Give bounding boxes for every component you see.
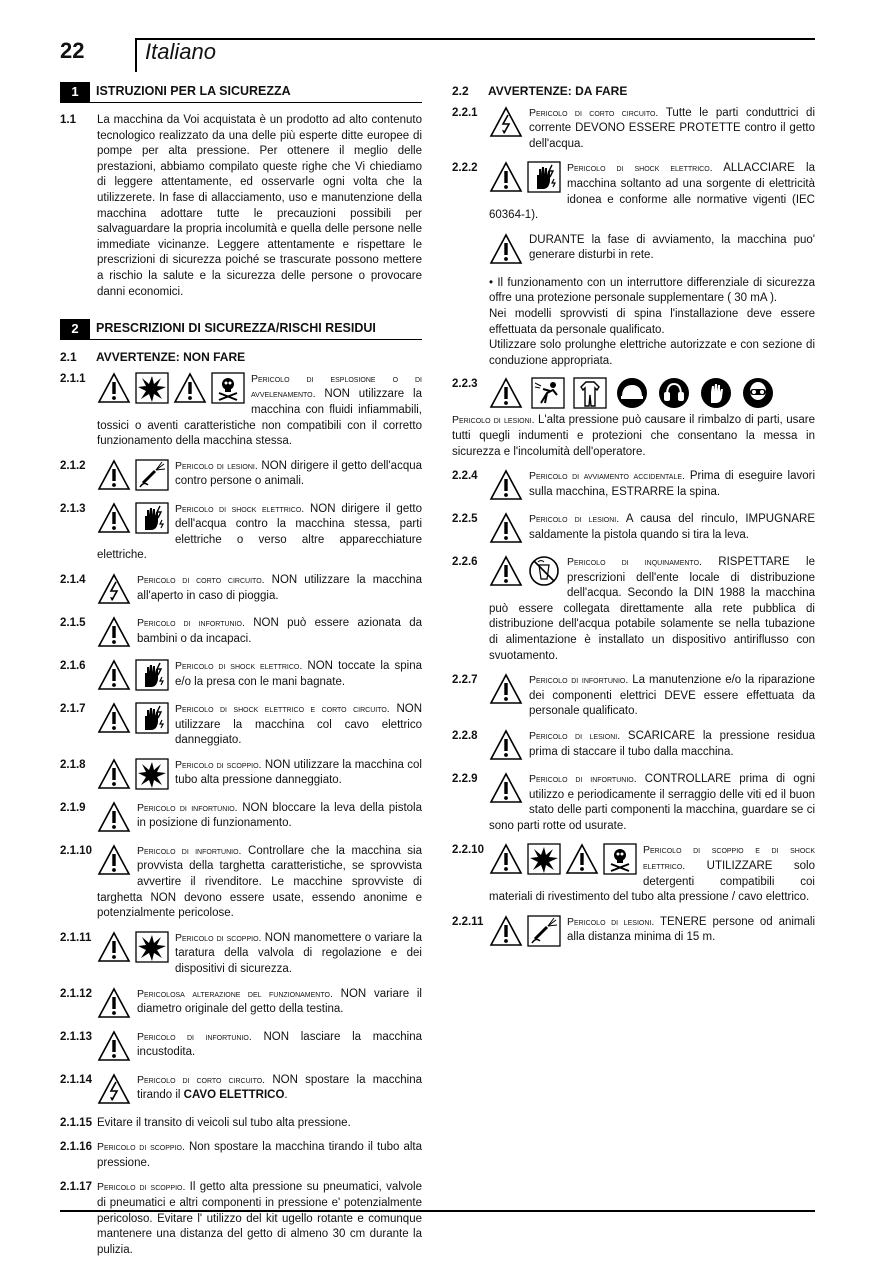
item-text: NON utilizzare la macchina col tubo alta pressione danneggiato. [175,758,422,787]
item-number: 2.2.2 [452,162,478,175]
warning-icon [97,502,131,534]
risk-label: Pericolo di lesioni. [529,730,621,743]
icon-group [97,459,169,491]
warning-icon [97,931,131,963]
item-number: 2.2.5 [452,513,478,526]
item-text: NON toccate la spina e/o la presa con le mani bagnate. [175,660,422,688]
icon-group [489,377,809,409]
icon-group [97,1073,131,1105]
icon-group [97,616,131,648]
item-text: ALLACCIARE la macchina soltanto ad una sorgente di elettricità idonea e conforme alle normative vigenti (IEC 60364-1). [489,162,815,222]
section-title: ISTRUZIONI PER LA SICUREZZA [96,84,291,99]
icon-group [97,573,131,605]
electric-shock-hand-icon [135,702,169,734]
item-2-2-4 [452,469,815,503]
item-2-2-8 [452,729,815,763]
warning-icon [489,469,523,501]
risk-label: Pericolo di lesioni. [452,414,535,427]
explosion-icon [527,843,561,875]
spray-jet-icon [135,459,169,491]
warning-icon [97,801,131,833]
icon-group [489,469,523,501]
warning-icon [565,843,599,875]
risk-label: Pericolosa alterazione del funzionamento. [137,987,333,1000]
item-2-1-5 [60,616,422,650]
item-text: NON manomettere o variare la taratura della valvola di regolazione e dei dispositivi di sicurezza. [175,931,422,975]
subsection-title: AVVERTENZE: DA FARE [488,84,628,98]
risk-label: Pericolo di lesioni. [567,915,655,928]
item-number: 2.1.14 [60,1073,92,1086]
item-2-1-13 [60,1030,422,1064]
item-2-1-6 [60,659,422,693]
item-text: NON bloccare la leva della pistola in posizione di funzionamento. [137,801,423,830]
risk-label: Pericolo di corto circuito. [137,1073,266,1086]
note-bullet: • Il funzionamento con un interruttore differenziale di sicurezza offre una protezione personale supplementare ( 30 mA ). [489,276,815,305]
item-2-2-1 [452,106,815,153]
item-2-2-3 [452,377,815,460]
warning-icon [97,372,131,404]
item-number: 2.2.10 [452,844,484,857]
item-number: 2.1.6 [60,660,86,673]
spray-jet-icon [527,915,561,947]
item-2-1-17 [60,1180,422,1258]
warning-icon [489,512,523,544]
explosion-icon [135,758,169,790]
warning-icon [489,161,523,193]
risk-label: Pericolo di shock elettrico. [175,502,305,515]
goggles-icon [741,377,775,409]
item-2-1-8 [60,758,422,792]
page-number: 22 [60,38,85,63]
warning-icon [97,987,131,1019]
item-text: La manutenzione e/o la riparazione dei componenti elettrici DEVE essere effettuata da personale qualificato. [529,674,815,718]
risk-label: Pericolo di shock elettrico. [567,162,713,175]
item-number: 2.2.1 [452,106,478,119]
item-2-1-3 [60,502,422,564]
item-2-1-16 [60,1140,422,1171]
helmet-icon [615,377,649,409]
item-number: 2.1.4 [60,574,86,587]
item-number: 2.1.10 [60,844,92,857]
item-number: 1.1 [60,114,76,126]
warning-icon [97,616,131,648]
subsection-number: 2.1 [60,350,77,365]
warning-icon [97,659,131,691]
item-2-1-14 [60,1073,422,1107]
item-number: 2.1.8 [60,758,86,771]
item-number: 2.2.11 [452,915,484,928]
item-number: 2.1.2 [60,459,86,472]
electric-shock-hand-icon [135,659,169,691]
item-text: NON spostare la macchina tirando il [137,1073,422,1102]
warning-icon [489,772,523,804]
item-text: A causa del rinculo, IMPUGNARE saldamente la pistola quando si tira la leva. [529,513,815,541]
item-2-1-4 [60,573,422,607]
warning-icon [97,844,131,876]
skull-icon [603,843,637,875]
note-text: DURANTE la fase di avviamento, la macchina puo' generare disturbi in rete. [529,233,815,262]
item-2-2-2-note [452,233,815,267]
item-2-2-7 [452,673,815,720]
risk-label: Pericolo di infortunio. [137,617,245,630]
item-number: 2.1.15 [60,1116,92,1129]
item-text: UTILIZZARE solo detergenti compatibili coi materiali di rivestimento del tubo alta pressione / cavo elettrico. [489,860,815,904]
risk-label: Pericolo di infortunio. [529,674,629,687]
item-text: NON dirigere il getto dell'acqua contro la macchina stessa, parti elettriche o verso altre apparecchiature elettriche. [97,502,422,562]
icon-group [489,772,523,804]
header-rule [135,38,815,40]
risk-label: Pericolo di shock elettrico e corto circuito. [175,703,390,716]
risk-label: Pericolo di corto circuito. [137,574,265,587]
icon-group [97,702,169,734]
item-number: 2.1.13 [60,1030,92,1043]
risk-label: Pericolo di shock elettrico. [175,660,303,673]
item-2-2-3 [452,377,815,460]
warning-icon [489,555,523,587]
item-text: Prima di eseguire lavori sulla macchina, ESTRARRE la spina. [529,470,816,498]
section-title: PRESCRIZIONI DI SICUREZZA/RISCHI RESIDUI [96,321,376,336]
warning-icon [489,915,523,947]
subsection-2-2-heading [452,84,815,100]
item-text: CONTROLLARE prima di ogni utilizzo e periodicamente il serraggio delle viti ed il buon stato delle parti componenti la macchina, guardare se ci sono parti rotte od usurate. [489,773,815,832]
no-drinking-water-icon [527,555,561,587]
icon-group [489,161,561,193]
item-number: 2.1.11 [60,931,92,944]
gloves-icon [699,377,733,409]
risk-label: Pericolo di avviamento accidentale. [529,470,685,483]
warning-icon [489,843,523,875]
item-text: Controllare che la macchina sia provvista della targhetta caratteristiche, se sprovvista avvertire il rivenditore. Le macchine sprovviste di targhetta NON devono essere usate, essendo anonime e potenzialmente pericolose. [97,844,422,920]
electric-shock-hand-icon [135,502,169,534]
item-2-1-10 [60,844,422,922]
right-column [452,80,815,958]
item-number: 2.2.9 [452,773,478,786]
subsection-number: 2.2 [452,84,469,98]
risk-label: Pericolo di scoppio. [97,1141,185,1154]
item-text: Tutte le parti conduttrici di corrente DEVONO ESSERE PROTETTE contro il getto dell'acqua. [529,106,815,150]
item-tail: . [284,1089,288,1102]
rebound-icon [531,377,565,409]
item-number: 2.1.7 [60,703,86,716]
warning-icon [489,233,523,265]
item-number: 2.2.4 [452,470,478,483]
do-list-b [452,469,815,949]
footer-rule [60,1210,815,1212]
item-1-1 [60,113,422,300]
warning-icon [97,459,131,491]
item-2-1-11 [60,931,422,978]
ear-protection-icon [657,377,691,409]
risk-label: Pericolo di esplosione o di avvelenamento. [251,372,422,401]
item-2-2-5 [452,512,815,546]
item-2-1-15 [60,1116,422,1132]
icon-group [489,729,523,761]
icon-group [97,758,169,790]
icon-group [489,673,523,705]
item-text: NON variare il diametro originale del getto della testina. [137,987,422,1016]
item-text: RISPETTARE le prescrizioni dell'ente locale di distribuzione dell'acqua. Secondo la DIN 1988 la macchina può essere collegata direttamente alla rete pubblica di distribuzione dell'acqua potabile solamente se nella tubazione di alimentazione è installato un dispositivo antiriflusso con svuotamento. [489,556,815,662]
electric-warning-icon [97,573,131,605]
item-2-2-10 [452,843,815,905]
item-2-2-9 [452,772,815,834]
risk-label: Pericolo di infortunio. [529,773,637,786]
item-number: 2.2.3 [452,378,478,391]
item-text: TENERE persone od animali alla distanza minima di 15 m. [567,915,816,944]
icon-group [489,233,523,265]
item-number: 2.1.9 [60,801,86,814]
risk-label: Pericolo di infortunio. [137,844,242,857]
explosion-icon [135,931,169,963]
item-text: NON può essere azionata da bambini o da incapaci. [137,617,422,645]
item-2-2-2 [452,161,815,223]
subsection-2-1-heading [60,350,422,366]
item-number: 2.1.17 [60,1181,92,1194]
item-text: L'alta pressione può causare il rimbalzo di parti, usare tutti quegli indumenti e protezioni che consentano la messa in sicurezza e l'incolumità dell'operatore. [452,414,816,458]
risk-label: Pericolo di infortunio. [137,1030,252,1043]
risk-label: Pericolo di scoppio. [175,931,262,944]
item-text: La macchina da Voi acquistata è un prodotto ad alto contenuto tecnologico realizzato da una delle più esperte ditte europee di pompe per alta pressione. Per ottenere il meglio delle prestazioni, abbiamo compilato queste righe che Vi chiediamo di leggere attentamente, ed osservarle ogni volta che la utilizzerete. In fase di allacciamento, uso e manutenzione della macchina adottare tutte le precauzioni possibili per salvaguardare la propria incolumità e quella delle persone nelle immediate vicinanze. Leggere attentamente e rispettare le prescrizioni di sicurezza poiché se trascurate possono mettere a rischio la salute e la sicurezza delle persone o provocare danni economici. [97,114,422,298]
item-number: 2.1.16 [60,1141,92,1154]
icon-group [489,555,561,587]
icon-group [97,801,131,833]
protective-suit-icon [573,377,607,409]
risk-label: Pericolo di inquinamento. [567,556,702,569]
explosion-icon [135,372,169,404]
do-not-list [60,372,422,1259]
risk-label: Pericolo di scoppio e di shock elettrico. [643,844,815,872]
item-2-2-6 [452,555,815,664]
item-2-2-11 [452,915,815,949]
electric-shock-hand-icon [527,161,561,193]
risk-label: Pericolo di infortunio. [137,801,238,814]
item-2-1-7 [60,702,422,749]
note-paragraph-1: Nei modelli sprovvisti di spina l'installazione deve essere effettuata da personale qualificato. [489,307,815,336]
item-number: 2.2.6 [452,556,478,569]
risk-label: Pericolo di scoppio. [97,1181,186,1194]
warning-icon [489,673,523,705]
item-text: SCARICARE la pressione residua prima di staccare il tubo dalla macchina. [529,730,815,758]
do-list-a [452,106,815,224]
section-number: 2 [60,319,90,339]
warning-icon [97,702,131,734]
item-number: 2.1.12 [60,987,92,1000]
left-column [60,80,422,1267]
icon-group [97,987,131,1019]
section-1-heading [60,82,422,103]
icon-group [97,659,169,691]
icon-group [489,843,637,875]
warning-icon [173,372,207,404]
item-text: NON lasciare la macchina incustodita. [137,1030,422,1059]
warning-icon [97,758,131,790]
icon-group [489,512,523,544]
electric-warning-icon [489,106,523,138]
header-divider [135,38,137,72]
icon-group [97,844,131,876]
icon-group [97,1030,131,1062]
icon-group [97,931,169,963]
note-paragraph-2: Utilizzare solo prolunghe elettriche autorizzate e con sezione di conduzione appropriata. [489,339,815,367]
icon-group [97,502,169,534]
warning-icon [97,1030,131,1062]
section-number: 1 [60,82,90,102]
page-language-title: Italiano [145,39,216,64]
icon-group [97,372,245,404]
item-number: 2.1.1 [60,372,86,385]
icon-group [489,915,561,947]
warning-icon [489,729,523,761]
subsection-title: AVVERTENZE: NON FARE [96,350,246,365]
risk-label: Pericolo di lesioni. [529,513,620,526]
item-2-1-2 [60,459,422,493]
icon-group [489,106,523,138]
item-text: NON dirigere il getto dell'acqua contro persone o animali. [175,459,423,488]
item-number: 2.2.8 [452,730,478,743]
item-number: 2.1.3 [60,502,86,515]
item-number: 2.2.7 [452,674,478,687]
skull-icon [211,372,245,404]
risk-label: Pericolo di corto circuito. [529,106,659,119]
section-2-heading [60,319,422,340]
item-text: NON utilizzare la macchina con fluidi infiammabili, tossici o aventi caratteristiche non compatibili con il corretto funzionamento della macchina stessa. [97,388,422,448]
item-number: 2.1.5 [60,617,86,630]
item-text: NON utilizzare la macchina all'aperto in caso di pioggia. [137,574,422,602]
item-text: Evitare il transito di veicoli sul tubo alta pressione. [97,1116,351,1129]
risk-label: Pericolo di lesioni. [175,459,258,472]
item-2-1-9 [60,801,422,835]
item-text: NON utilizzare la macchina col cavo elettrico danneggiato. [175,703,423,747]
warning-icon [489,377,523,409]
item-emphasis: CAVO ELETTRICO [183,1089,285,1102]
risk-label: Pericolo di scoppio. [175,758,262,771]
item-text: Il getto alta pressione su pneumatici, valvole di pneumatici e altri componenti in pressione e' potenzialmente pericoloso. Evitare l' utilizzo del kit ugello rotante e comunque mantenere una distanza del getto di almeno 30 cm durante la pulizia. [97,1181,422,1256]
item-2-1-12 [60,987,422,1021]
item-text: Non spostare la macchina tirando il tubo alta pressione. [97,1141,422,1169]
electric-warning-icon [97,1073,131,1105]
item-2-1-1 [60,372,422,450]
